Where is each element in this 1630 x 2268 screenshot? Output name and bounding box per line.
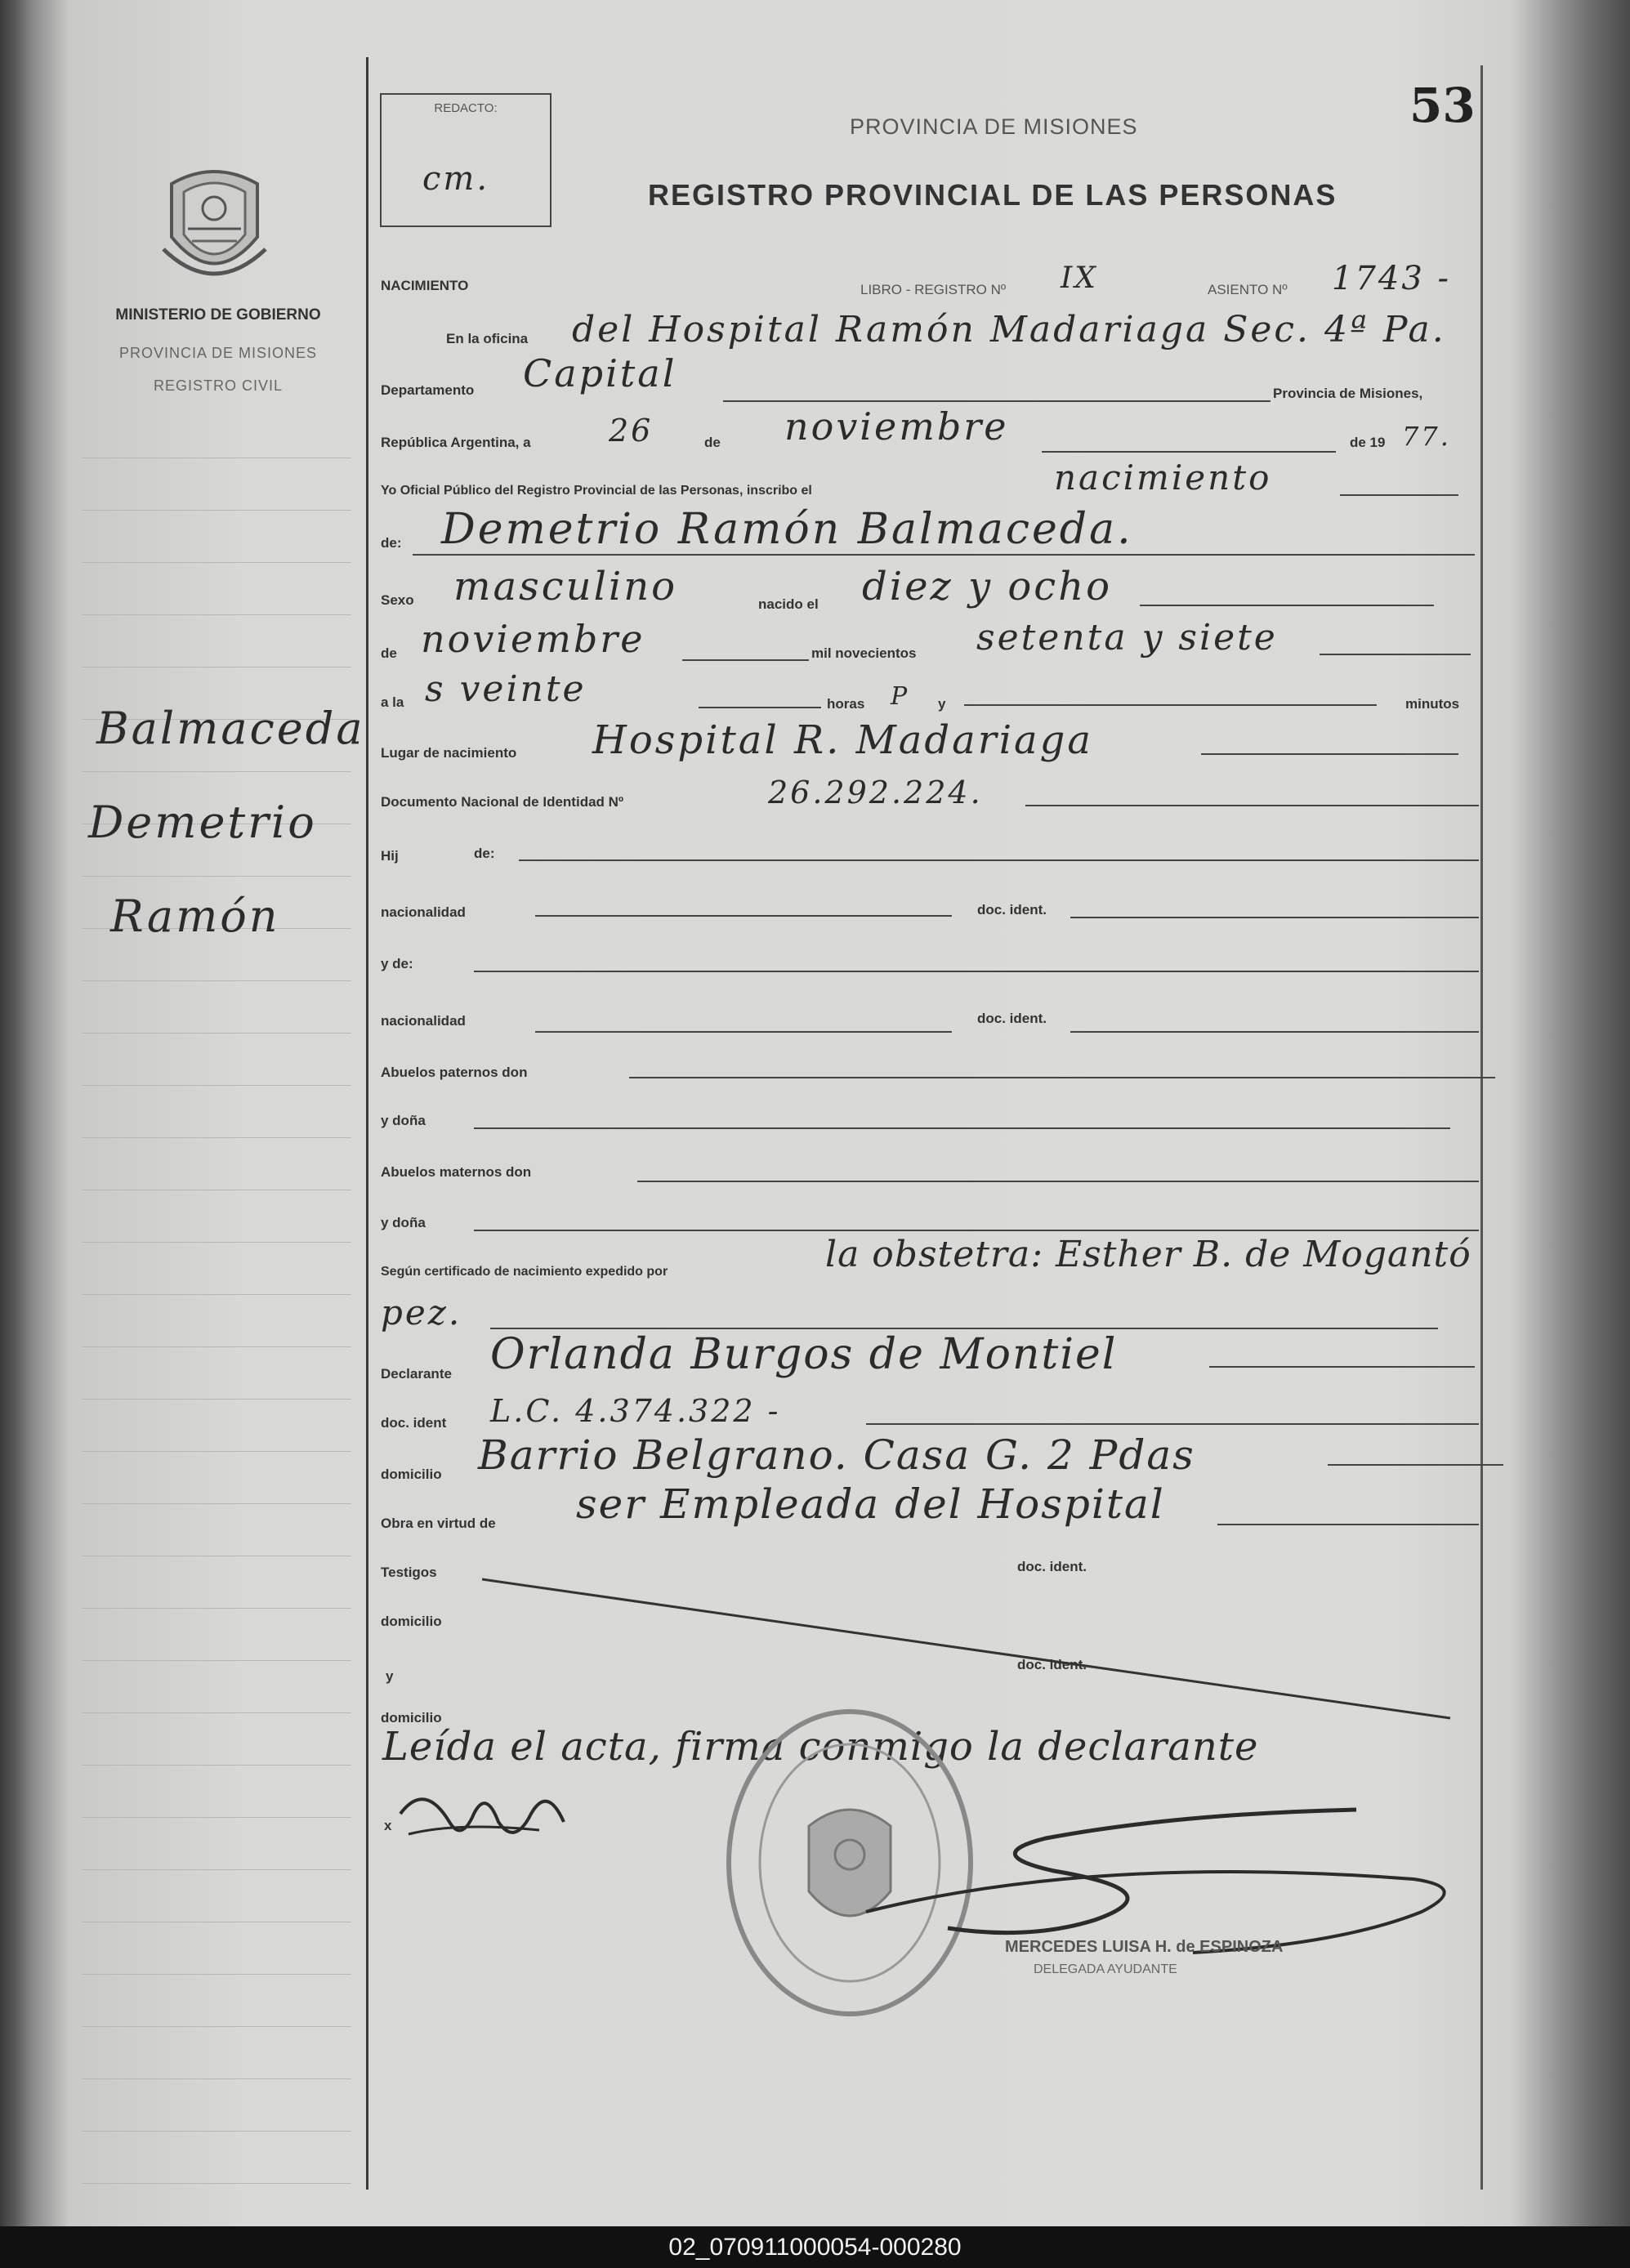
margin-rule-line [82, 510, 351, 511]
child-of-label: Hij [381, 848, 399, 864]
margin-rule-line [82, 2026, 351, 2027]
office-value: del Hospital Ramón Madariaga Sec. 4ª Pa. [572, 309, 1446, 350]
name-line [413, 554, 1475, 556]
mother-doc-label: doc. ident. [977, 1011, 1047, 1026]
maternal-grandmother-line [474, 1230, 1479, 1231]
paternal-grandmother-line [474, 1127, 1450, 1129]
margin-rule-line [82, 876, 351, 877]
redacto-label: REDACTO: [434, 101, 498, 115]
paternal-grandmother-label: y doña [381, 1113, 426, 1128]
child-of-de-label: de: [474, 846, 495, 861]
hour-value: s veinte [425, 668, 587, 710]
father-nationality-label: nacionalidad [381, 904, 466, 920]
birth-month-line [682, 659, 809, 661]
margin-rule-line [82, 980, 351, 981]
dni-label: Documento Nacional de Identidad Nº [381, 794, 624, 810]
certificate-line [490, 1328, 1438, 1329]
margin-rule-line [82, 1503, 351, 1504]
ministry-name: MINISTERIO DE GOBIERNO [115, 306, 321, 324]
witness1-doc-label: doc. ident. [1017, 1559, 1087, 1574]
margin-rule-line [82, 1085, 351, 1086]
year-value: 77. [1402, 421, 1451, 452]
margin-note-middle-name: Ramón [110, 891, 280, 942]
hour-line [699, 707, 821, 708]
month-value: noviembre [784, 404, 1009, 449]
certificate-label: Según certificado de nacimiento expedido por [381, 1265, 668, 1279]
margin-rule-line [82, 1033, 351, 1034]
ministry-province: PROVINCIA DE MISIONES [118, 345, 318, 361]
mother-line [474, 971, 1479, 972]
month-line [1042, 451, 1336, 453]
margin-rule-line [82, 1608, 351, 1609]
witness2-and-label: y [386, 1668, 394, 1684]
book-value: IX [1061, 261, 1098, 295]
declarant-signature [392, 1765, 588, 1859]
reason-line [1217, 1524, 1479, 1525]
signature-mark-x: x [384, 1818, 392, 1833]
birth-day-line [1140, 605, 1434, 606]
father-nationality-line [535, 915, 952, 917]
inscribe-value: nacimiento [1054, 458, 1272, 498]
certificate-value-2: pez. [381, 1292, 462, 1333]
republic-label: República Argentina, a [381, 435, 531, 450]
department-line [723, 400, 1271, 402]
born-label: nacido el [758, 596, 819, 612]
declarant-value: Orlanda Burgos de Montiel [490, 1330, 1118, 1379]
declarant-doc-label: doc. ident [381, 1415, 447, 1431]
margin-rule-line [82, 614, 351, 615]
declarant-address-value: Barrio Belgrano. Casa G. 2 Pdas [478, 1431, 1195, 1479]
department-value: Capital [523, 351, 677, 395]
margin-rule-line [82, 1451, 351, 1452]
margin-rule-line [82, 1712, 351, 1713]
declarant-doc-value: L.C. 4.374.322 - [490, 1393, 781, 1429]
reason-value: ser Empleada del Hospital [576, 1480, 1165, 1528]
mother-nationality-label: nacionalidad [381, 1013, 466, 1029]
de-label: de [704, 435, 721, 450]
birthplace-line [1201, 753, 1458, 755]
book-label: LIBRO - REGISTRO Nº [860, 282, 1007, 297]
margin-rule-line [82, 1294, 351, 1295]
page-number: 53 [1409, 78, 1476, 133]
redacto-box [380, 93, 552, 227]
name-de-label: de: [381, 535, 402, 551]
birthplace-label: Lugar de nacimiento [381, 745, 517, 761]
margin-rule-line [82, 771, 351, 772]
inscribe-line [1340, 494, 1458, 496]
margin-rule-line [82, 1346, 351, 1347]
margin-rule-line [82, 1137, 351, 1138]
minutes-label: minutos [1405, 696, 1460, 712]
coat-of-arms-seal [155, 159, 274, 294]
declarant-line [1209, 1366, 1475, 1368]
declarant-label: Declarante [381, 1366, 452, 1382]
maternal-grandparents-label: Abuelos maternos don [381, 1164, 532, 1180]
birth-day-value: diez y ocho [862, 564, 1112, 609]
margin-rule-line [82, 2078, 351, 2079]
declarant-doc-line [866, 1423, 1479, 1425]
margin-rule-line [82, 1765, 351, 1766]
entry-value: 1743 - [1332, 260, 1452, 297]
department-label: Departamento [381, 382, 475, 398]
birth-month-value: noviembre [421, 617, 645, 661]
mother-of-label: y de: [381, 956, 413, 971]
right-vertical-rule [1480, 65, 1483, 2190]
mother-nationality-line [535, 1031, 952, 1033]
margin-rule-line [82, 2183, 351, 2184]
margin-rule-line [82, 1242, 351, 1243]
closing-statement: Leída el acta, firma conmigo la declarante [382, 1724, 1259, 1770]
day-value: 26 [609, 413, 654, 449]
margin-rule-line [82, 1660, 351, 1661]
maternal-grandmother-label: y doña [381, 1215, 426, 1230]
sex-value: masculino [453, 564, 678, 609]
province-label: Provincia de Misiones, [1273, 386, 1423, 401]
birth-year-line [1320, 654, 1471, 655]
official-stamp-title: DELEGADA AYUDANTE [1034, 1962, 1177, 1976]
official-stamp-name: MERCEDES LUISA H. de ESPINOZA [1005, 1938, 1284, 1956]
dni-line [1025, 805, 1479, 806]
entry-label: ASIENTO Nº [1208, 282, 1288, 297]
margin-vertical-rule [366, 57, 368, 2190]
witness2-address-label: domicilio [381, 1710, 442, 1726]
registry-title: REGISTRO PROVINCIAL DE LAS PERSONAS [648, 178, 1337, 212]
record-type-label: NACIMIENTO [381, 278, 469, 293]
dni-value: 26.292.224. [768, 775, 983, 810]
margin-rule-line [82, 1399, 351, 1400]
margin-rule-line [82, 1974, 351, 1975]
mil-label: mil novecientos [811, 645, 917, 661]
ministry-office: REGISTRO CIVIL [153, 377, 284, 394]
header-province: PROVINCIA DE MISIONES [850, 114, 1138, 139]
and-label: y [938, 696, 946, 712]
certificate-value: la obstetra: Esther B. de Mogantó [825, 1234, 1471, 1275]
hour-suffix: P [891, 682, 910, 711]
declarant-address-line [1328, 1464, 1503, 1466]
birthplace-value: Hospital R. Madariaga [592, 717, 1094, 763]
witness2-doc-label: doc. ident. [1017, 1657, 1087, 1672]
sex-label: Sexo [381, 592, 414, 608]
hours-label: horas [827, 696, 865, 712]
maternal-grandfather-line [637, 1181, 1479, 1182]
year-label: de 19 [1350, 435, 1386, 450]
father-doc-label: doc. ident. [977, 902, 1047, 917]
redacto-value: cm. [422, 160, 490, 198]
witness1-address-label: domicilio [381, 1614, 442, 1629]
birth-year-value: setenta y siete [976, 617, 1278, 659]
margin-rule-line [82, 562, 351, 563]
birth-month-de-label: de [381, 645, 397, 661]
at-label: a la [381, 694, 404, 710]
margin-rule-line [82, 1869, 351, 1870]
margin-rule-line [82, 1817, 351, 1818]
full-name-value: Demetrio Ramón Balmaceda. [441, 505, 1133, 554]
declarant-address-label: domicilio [381, 1467, 442, 1482]
witnesses-label: Testigos [381, 1565, 437, 1580]
minutes-line [964, 704, 1377, 706]
paternal-grandparents-label: Abuelos paternos don [381, 1065, 528, 1080]
office-label: En la oficina [446, 331, 529, 346]
margin-note-surname: Balmaceda [96, 703, 365, 754]
father-doc-line [1070, 917, 1479, 918]
paternal-grandfather-line [629, 1077, 1495, 1078]
margin-note-given-name: Demetrio [88, 797, 317, 848]
margin-rule-line [82, 2131, 351, 2132]
reason-label: Obra en virtud de [381, 1516, 496, 1531]
inscribe-label: Yo Oficial Público del Registro Provincial de las Personas, inscribo el [381, 484, 812, 498]
image-identifier-bar: 02_070911000054-000280 [0, 2226, 1630, 2268]
father-line [519, 859, 1479, 861]
mother-doc-line [1070, 1031, 1479, 1033]
